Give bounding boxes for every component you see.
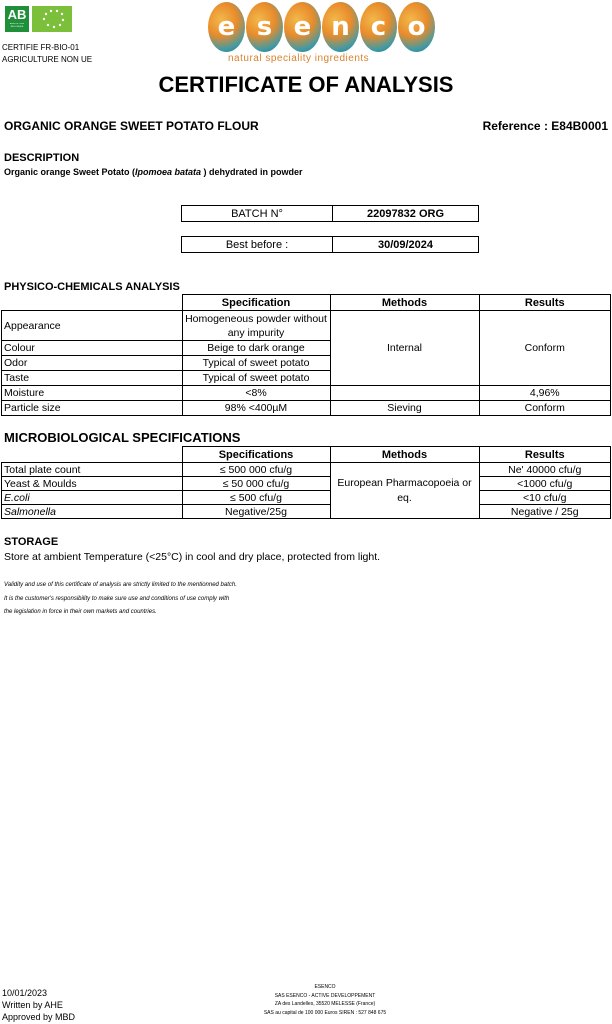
table-row bbox=[2, 311, 611, 341]
storage-text: Store at ambient Temperature (<25°C) in cool and dry place, protected from light. bbox=[4, 551, 381, 563]
eu-leaf-icon bbox=[32, 6, 72, 32]
micro-result: <1000 cfu/g bbox=[479, 477, 611, 491]
physico-table bbox=[1, 294, 611, 416]
table-row bbox=[2, 477, 611, 491]
micro-result: Negative / 25g bbox=[479, 505, 611, 519]
table-row bbox=[2, 463, 611, 477]
taste-spec: Typical of sweet potato bbox=[182, 371, 330, 386]
appearance-spec-line1: Homogeneous powder without bbox=[185, 312, 327, 325]
micro-header-methods: Methods bbox=[330, 447, 479, 463]
particle-spec: 98% <400µM bbox=[182, 401, 330, 416]
micro-method bbox=[330, 463, 479, 519]
physico-header-results: Results bbox=[479, 295, 611, 311]
product-reference: Reference : E84B0001 bbox=[482, 119, 608, 133]
micro-method-line1: European Pharmacopoeia or bbox=[337, 476, 472, 489]
footer-company-line3: ZA des Landelles, 35520 MELESSE (France) bbox=[274, 1001, 376, 1007]
physico-heading: PHYSICO-CHEMICALS ANALYSIS bbox=[4, 281, 180, 293]
description-text-before: Organic orange Sweet Potato ( bbox=[4, 167, 136, 177]
micro-header-spec: Specifications bbox=[182, 447, 330, 463]
appearance-label: Appearance bbox=[2, 311, 183, 341]
taste-label: Taste bbox=[2, 371, 183, 386]
description-heading: DESCRIPTION bbox=[4, 152, 80, 164]
physico-header-spec: Specification bbox=[182, 295, 330, 311]
physico-header-methods: Methods bbox=[330, 295, 479, 311]
physico-group-method: Internal bbox=[330, 311, 479, 386]
table-row bbox=[2, 491, 611, 505]
micro-result: Ne' 40000 cfu/g bbox=[479, 463, 611, 477]
micro-result: <10 cfu/g bbox=[479, 491, 611, 505]
table-row bbox=[2, 505, 611, 519]
cert-line1: CERTIFIE FR-BIO-01 bbox=[2, 43, 80, 52]
footer-approved-by: Approved by MBD bbox=[2, 1012, 76, 1022]
odor-label: Odor bbox=[2, 356, 183, 371]
ab-logo bbox=[5, 6, 29, 32]
colour-label: Colour bbox=[2, 341, 183, 356]
brand-letter: n bbox=[322, 2, 359, 52]
footer-company-line4: SAS au capital de 100 000 Euros SIREN : 527 848 675 bbox=[263, 1009, 387, 1016]
micro-label: Total plate count bbox=[2, 463, 183, 477]
disclaimer-line2: It is the customer's responsibility to make sure use and conditions of use comply with bbox=[4, 596, 230, 602]
moisture-spec: <8% bbox=[182, 386, 330, 401]
micro-spec: ≤ 500 000 cfu/g bbox=[182, 463, 330, 477]
table-row bbox=[2, 386, 611, 401]
footer-company bbox=[210, 983, 440, 1017]
micro-spec: ≤ 50 000 cfu/g bbox=[182, 477, 330, 491]
micro-spec: ≤ 500 cfu/g bbox=[182, 491, 330, 505]
brand-logo bbox=[208, 2, 435, 52]
description-latin-name: Ipomoea batata bbox=[135, 167, 202, 177]
page-title: CERTIFICATE OF ANALYSIS bbox=[158, 72, 454, 97]
moisture-method bbox=[330, 386, 479, 401]
micro-header-results: Results bbox=[479, 447, 611, 463]
ab-logo-text: AB bbox=[7, 7, 27, 22]
appearance-spec-line2: any impurity bbox=[227, 326, 285, 339]
brand-letter: s bbox=[246, 2, 283, 52]
odor-spec: Typical of sweet potato bbox=[182, 356, 330, 371]
description-text-after: ) dehydrated in powder bbox=[201, 167, 303, 177]
footer-written-by: Written by AHE bbox=[2, 1000, 63, 1010]
micro-label: Yeast & Moulds bbox=[2, 477, 183, 491]
appearance-spec bbox=[182, 311, 330, 341]
ab-logo-subtext: AGRICULTURE BIOLOGIQUE bbox=[9, 23, 25, 28]
brand-letter: e bbox=[208, 2, 245, 52]
eu-organic-logo bbox=[32, 6, 72, 32]
brand-letter: o bbox=[398, 2, 435, 52]
colour-spec: Beige to dark orange bbox=[182, 341, 330, 356]
batch-table bbox=[181, 205, 479, 222]
particle-result: Conform bbox=[479, 401, 611, 416]
micro-spec: Negative/25g bbox=[182, 505, 330, 519]
micro-heading: MICROBIOLOGICAL SPECIFICATIONS bbox=[4, 430, 241, 445]
table-row bbox=[2, 401, 611, 416]
best-before-value: 30/09/2024 bbox=[333, 237, 479, 253]
cert-line2: AGRICULTURE NON UE bbox=[2, 55, 93, 64]
best-before-label: Best before : bbox=[182, 237, 333, 253]
micro-label: Salmonella bbox=[2, 505, 183, 519]
batch-value: 22097832 ORG bbox=[333, 206, 479, 222]
brand-tagline: natural speciality ingredients bbox=[228, 53, 370, 64]
product-name: ORGANIC ORANGE SWEET POTATO FLOUR bbox=[4, 119, 259, 133]
disclaimer-line1: Validity and use of this certificate of analysis are strictly limited to the mentionned batch. bbox=[4, 582, 237, 588]
physico-group-result: Conform bbox=[479, 311, 611, 386]
description-text bbox=[4, 167, 303, 177]
micro-label: E.coli bbox=[2, 491, 183, 505]
moisture-label: Moisture bbox=[2, 386, 183, 401]
disclaimer-line3: the legislation in force in their own markets and countries. bbox=[4, 609, 157, 615]
brand-letter: c bbox=[360, 2, 397, 52]
brand-letter: e bbox=[284, 2, 321, 52]
footer-company-line1: ESENCO bbox=[314, 984, 336, 990]
micro-method-line2: eq. bbox=[397, 491, 412, 504]
moisture-result: 4,96% bbox=[479, 386, 611, 401]
particle-label: Particle size bbox=[2, 401, 183, 416]
storage-heading: STORAGE bbox=[4, 536, 59, 548]
particle-method: Sieving bbox=[330, 401, 479, 416]
footer-date: 10/01/2023 bbox=[2, 988, 48, 998]
micro-table bbox=[1, 446, 611, 519]
batch-label: BATCH N° bbox=[182, 206, 333, 222]
best-before-table bbox=[181, 236, 479, 253]
footer-company-line2: SAS ESENCO - ACTIVE DEVELOPPEMENT bbox=[274, 992, 376, 999]
